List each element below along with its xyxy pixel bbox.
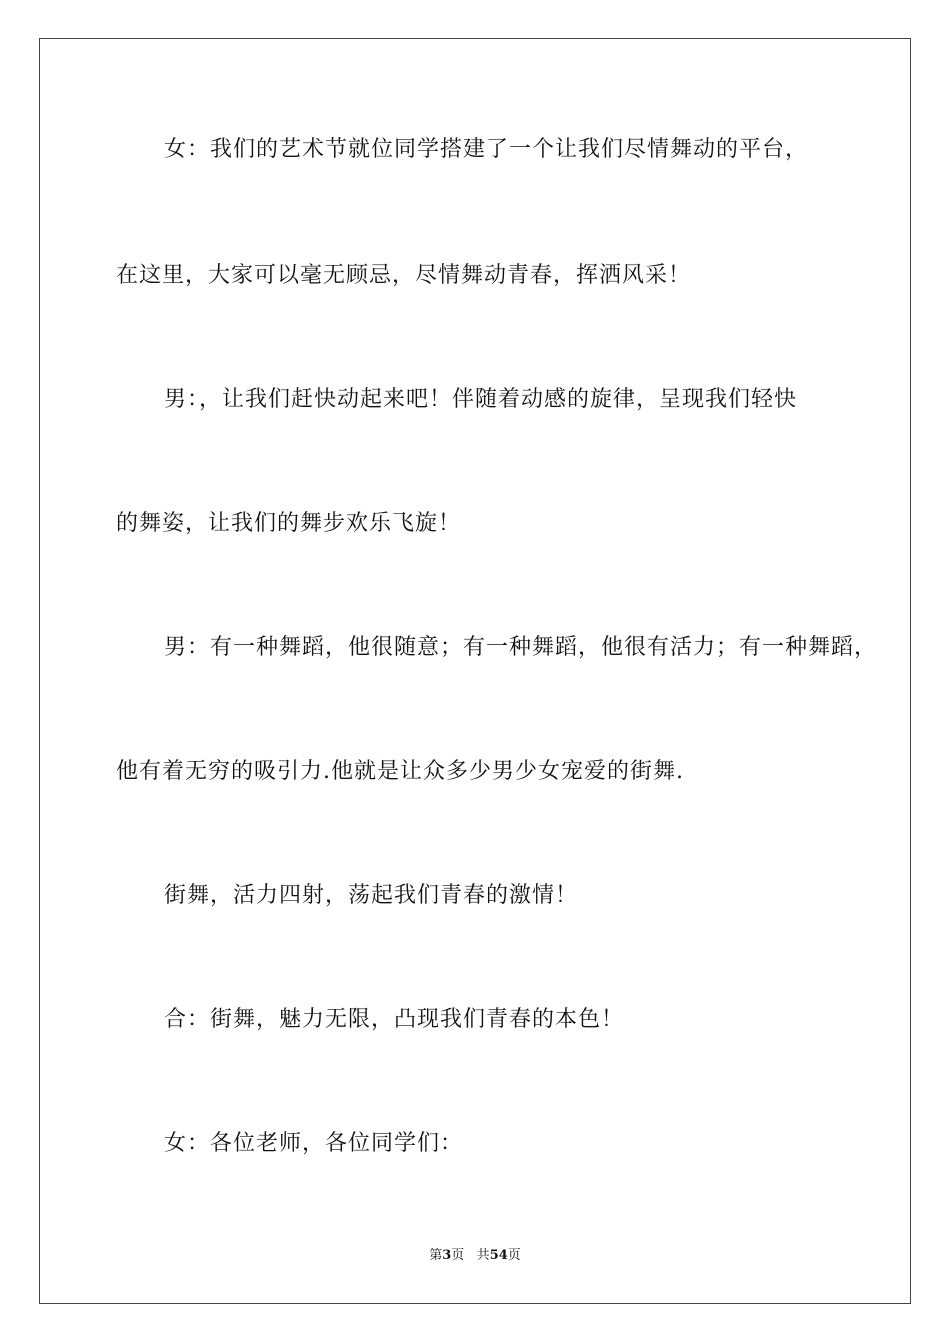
paragraph-line: 他有着无穷的吸引力.他就是让众多少男少女宠爱的街舞.	[116, 759, 684, 784]
total-prefix: 共	[476, 1248, 490, 1263]
page-number: 3	[442, 1248, 452, 1263]
page-prefix: 第	[429, 1248, 443, 1263]
paragraph-line: 男：有一种舞蹈，他很随意；有一种舞蹈，他很有活力；有一种舞蹈，	[164, 635, 878, 660]
total-pages: 54	[489, 1248, 508, 1263]
page-suffix: 页	[451, 1248, 465, 1263]
paragraph-line: 女：我们的艺术节就位同学搭建了一个让我们尽情舞动的平台，	[164, 137, 809, 162]
paragraph-line: 在这里，大家可以毫无顾忌，尽情舞动青春，挥洒风采！	[116, 263, 692, 288]
paragraph-line: 合：街舞，魅力无限，凸现我们青春的本色！	[164, 1007, 625, 1032]
total-suffix: 页	[507, 1248, 521, 1263]
paragraph-line: 女：各位老师，各位同学们：	[164, 1131, 464, 1156]
paragraph-line: 街舞，活力四射，荡起我们青春的激情！	[164, 883, 579, 908]
page-footer	[0, 1247, 950, 1265]
page-border	[39, 38, 911, 1304]
paragraph-line: 男：，让我们赶快动起来吧！伴随着动感的旋律，呈现我们轻快	[164, 387, 798, 412]
paragraph-line: 的舞姿，让我们的舞步欢乐飞旋！	[116, 511, 462, 536]
